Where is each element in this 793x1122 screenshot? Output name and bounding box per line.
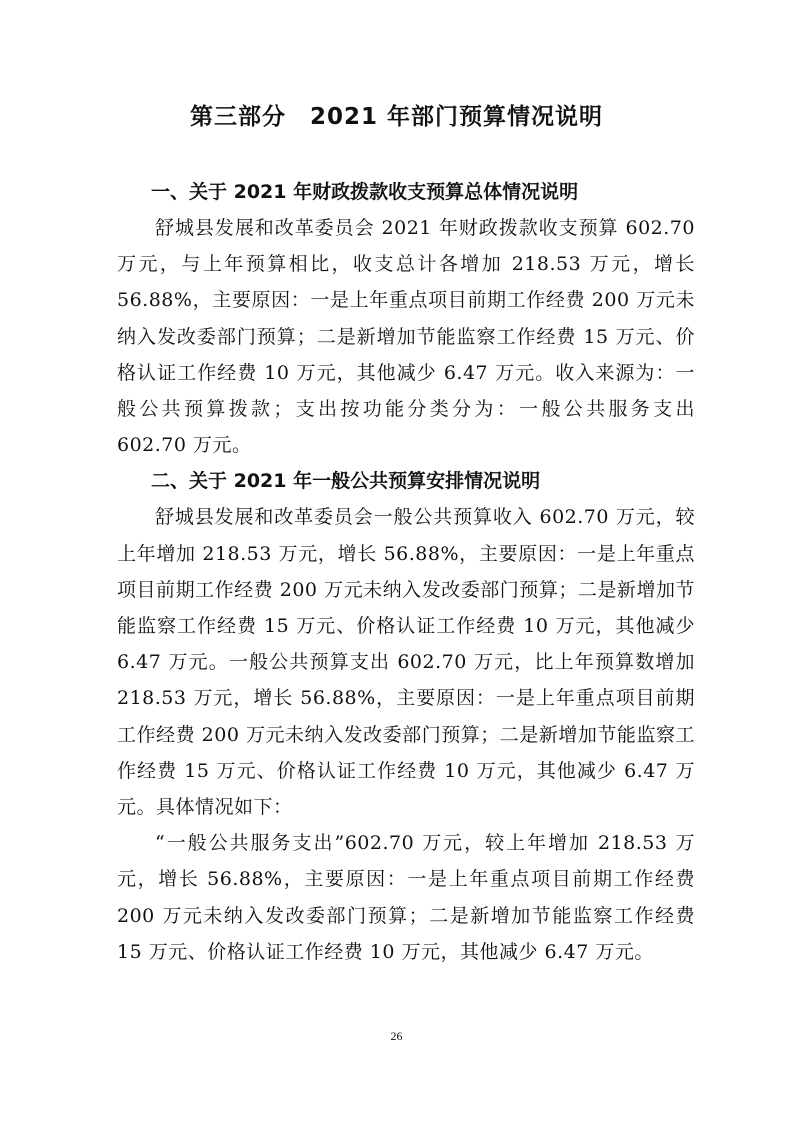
document-body xyxy=(117,174,695,970)
section-1-paragraph: 舒城县发展和改革委员会 2021 年财政拨款收支预算 602.70 万元，与上年预算相比，收支总计各增加 218.53 万元，增长 56.88%，主要原因：一是上年重点项目前期工作经费 200 万元未纳入发改委部门预算；二是新增加节能监察工作经费 15 万元、价格认证工作经费 10 万元，其他减少 6.47 万元。收入来源为：一般公共预算拨款；支出按功能分类分为：一般公共服务支出 602.70 万元。 xyxy=(117,217,695,457)
section-1-heading: 一、关于 2021 年财政拨款收支预算总体情况说明 xyxy=(151,181,579,203)
page-title: 第三部分 2021 年部门预算情况说明 xyxy=(189,104,604,130)
section-2-paragraph-1: 舒城县发展和改革委员会一般公共预算收入 602.70 万元，较上年增加 218.53 万元，增长 56.88%，主要原因：一是上年重点项目前期工作经费 200 万元未纳入发改委部门预算；二是新增加节能监察工作经费 15 万元、价格认证工作经费 10 万元，其他减少 6.47 万元。一般公共预算支出 602.70 万元，比上年预算数增加 218.53 万元，增长 56.88%，主要原因：一是上年重点项目前期工作经费 200 万元未纳入发改委部门预算；二是新增加节能监察工作经费 15 万元、价格认证工作经费 10 万元，其他减少 6.47 万元。具体情况如下： xyxy=(117,506,695,819)
page-number: 26 xyxy=(390,1029,403,1043)
section-2-heading: 二、关于 2021 年一般公共预算安排情况说明 xyxy=(151,470,541,493)
section-2-paragraph-2: “一般公共服务支出”602.70 万元，较上年增加 218.53 万元，增长 56.88%，主要原因：一是上年重点项目前期工作经费 200 万元未纳入发改委部门预算；二是新增加节能监察工作经费 15 万元、价格认证工作经费 10 万元，其他减少 6.47 万元。 xyxy=(117,832,695,963)
